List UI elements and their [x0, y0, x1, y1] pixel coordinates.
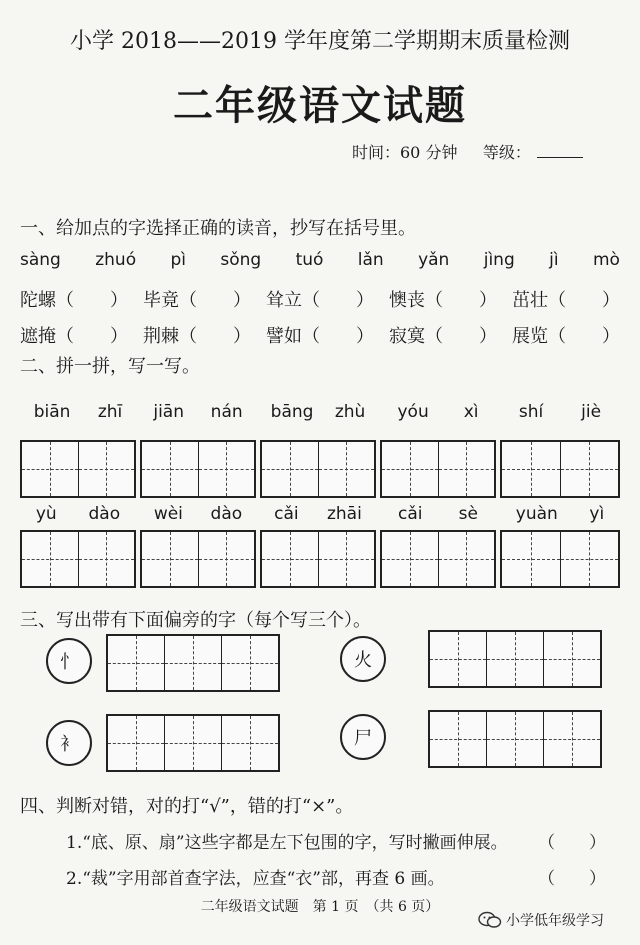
s1-word: 陀螺（ ） — [20, 290, 128, 311]
s1-words-row-2 — [20, 322, 620, 348]
time-label: 时间：60 分钟 — [352, 143, 458, 162]
writing-grid[interactable] — [20, 530, 136, 588]
s1-word: 耸立（ ） — [266, 290, 374, 311]
writing-grid[interactable] — [500, 530, 620, 588]
pinyin-syllable: zhī — [97, 402, 123, 422]
writing-grid[interactable] — [140, 440, 256, 498]
section-1-heading: 一、给加点的字选择正确的读音，抄写在括号里。 — [20, 218, 416, 239]
writing-grid[interactable] — [106, 634, 280, 692]
radical-circle: 忄 — [46, 638, 92, 684]
wechat-icon — [478, 911, 502, 929]
radical-circle: 衤 — [46, 720, 92, 766]
s1-pinyin: sǒng — [220, 250, 262, 270]
s1-pinyin: jì — [549, 250, 559, 270]
pinyin-syllable: jiè — [581, 402, 602, 422]
pinyin-syllable: yù — [35, 504, 57, 524]
s1-pinyin: lǎn — [357, 250, 384, 270]
s1-pinyin: tuó — [295, 250, 324, 270]
s1-word: 荆棘（ ） — [143, 326, 251, 347]
pinyin-syllable: wèi — [153, 504, 183, 524]
s1-word: 譬如（ ） — [266, 326, 374, 347]
judge-item-1 — [66, 828, 606, 853]
s1-word: 寂寞（ ） — [389, 326, 497, 347]
grade-label: 等级： — [482, 143, 531, 162]
writing-grid[interactable] — [140, 530, 256, 588]
watermark — [478, 910, 604, 930]
writing-grid[interactable] — [260, 440, 376, 498]
pinyin-syllable: jiān — [153, 402, 184, 422]
writing-grid[interactable] — [380, 440, 496, 498]
s1-word: 茁壮（ ） — [512, 290, 620, 311]
grade-blank — [537, 157, 583, 158]
pinyin-syllable: xì — [463, 402, 479, 422]
writing-grid[interactable] — [20, 440, 136, 498]
pinyin-syllable: zhāi — [326, 504, 362, 524]
pinyin-syllable: yuàn — [515, 504, 558, 524]
writing-grid[interactable] — [500, 440, 620, 498]
answer-bracket[interactable]: （ ） — [538, 869, 606, 889]
section-3-heading: 三、写出带有下面偏旁的字（每个写三个）。 — [20, 610, 371, 631]
exam-title: 二年级语文试题 — [173, 82, 467, 129]
radical-circle: 尸 — [340, 714, 386, 760]
judge-text: 2.“裁”字用部首查字法，应查“衣”部，再查 6 画。 — [66, 869, 445, 889]
pinyin-syllable: cǎi — [398, 504, 423, 524]
exam-header: 小学 2018——2019 学年度第二学期期末质量检测 — [70, 29, 570, 54]
pinyin-syllable: zhù — [334, 402, 366, 422]
pinyin-syllable: dào — [88, 504, 121, 524]
writing-grid[interactable] — [428, 710, 602, 768]
s1-pinyin: yǎn — [418, 250, 450, 270]
answer-bracket[interactable]: （ ） — [538, 833, 606, 853]
writing-grid[interactable] — [380, 530, 496, 588]
pinyin-syllable: dào — [210, 504, 243, 524]
section-4-heading: 四、判断对错，对的打“√”，错的打“×”。 — [20, 796, 354, 817]
pinyin-syllable: cǎi — [274, 504, 299, 524]
s1-pinyin-row — [20, 250, 620, 270]
s1-words-row-1 — [20, 286, 620, 312]
pinyin-syllable: biān — [33, 402, 71, 422]
pinyin-syllable: yóu — [397, 402, 429, 422]
pinyin-syllable: yì — [589, 504, 605, 524]
s1-pinyin: zhuó — [95, 250, 137, 270]
section-2-heading: 二、拼一拼，写一写。 — [20, 356, 200, 377]
s1-word: 毕竟（ ） — [143, 290, 251, 311]
pinyin-syllable: bāng — [270, 402, 314, 422]
judge-item-2 — [66, 864, 606, 889]
s1-pinyin: sàng — [20, 250, 61, 270]
exam-meta — [352, 140, 583, 163]
s1-word: 展览（ ） — [512, 326, 620, 347]
judge-text: 1.“底、原、扇”这些字都是左下包围的字，写时撇画伸展。 — [66, 833, 508, 853]
s1-word: 遮掩（ ） — [20, 326, 128, 347]
pinyin-syllable: nán — [210, 402, 243, 422]
pinyin-syllable: sè — [458, 504, 478, 524]
writing-grid[interactable] — [106, 714, 280, 772]
watermark-text: 小学低年级学习 — [506, 913, 604, 929]
page-footer: 二年级语文试题 第 1 页 （共 6 页） — [200, 899, 440, 915]
s2-pinyin-row-1 — [20, 402, 620, 432]
writing-grid[interactable] — [260, 530, 376, 588]
s1-pinyin: pì — [170, 250, 186, 270]
s1-pinyin: jìng — [483, 250, 515, 270]
pinyin-syllable: shí — [518, 402, 544, 422]
radical-circle: 火 — [340, 636, 386, 682]
writing-grid[interactable] — [428, 630, 602, 688]
s1-word: 懊丧（ ） — [389, 290, 497, 311]
s1-pinyin: mò — [592, 250, 620, 270]
